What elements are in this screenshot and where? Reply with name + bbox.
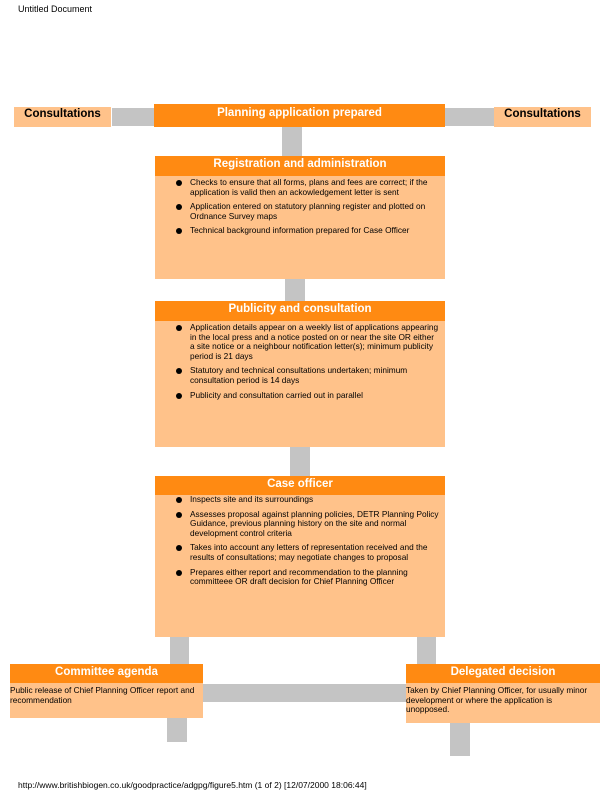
committee-title: Committee agenda [10,664,203,683]
consultations-right-box: Consultations [494,107,591,127]
connector-delegated-bottom [450,723,470,756]
case-officer-body [155,495,445,637]
list-item: Technical background information prepared for Case Officer [155,226,439,236]
committee-body: Public release of Chief Planning Officer report and recommendation [10,683,203,718]
connector-right [445,108,494,126]
list-item: Application entered on statutory planning register and plotted on Ordnance Survey maps [155,202,439,221]
connector-case-left [170,637,189,665]
registration-title: Registration and administration [155,156,445,176]
connector-2 [285,279,305,302]
list-item: Takes into account any letters of representation received and the results of consultations; may negotiate changes to proposal [155,543,439,562]
delegated-body: Taken by Chief Planning Officer, for usually minor development or where the application is unopposed. [406,683,600,723]
publicity-title: Publicity and consultation [155,301,445,321]
list-item: Application details appear on a weekly list of applications appearing in the local press and a notice posted on or near the site OR either a site notice or a neighbour notification letter(s); minimum publicity period is 21 days [155,323,439,361]
connector-1 [282,127,302,156]
connector-committee-bottom [167,718,187,742]
consultations-left-box: Consultations [14,107,111,127]
registration-body [155,176,445,279]
list-item: Prepares either report and recommendation to the planning committeee OR draft decision for Chief Planning Officer [155,568,439,587]
page-title: Untitled Document [18,4,93,14]
footer-url: http://www.britishbiogen.co.uk/goodpractice/adgpg/figure5.htm (1 of 2) [12/07/2000 18:06:44] [18,780,367,790]
connector-case-right [417,637,436,665]
list-item: Publicity and consultation carried out in parallel [155,391,439,401]
list-item: Assesses proposal against planning policies, DETR Planning Policy Guidance, previous planning history on the site and normal development control criteria [155,510,439,539]
list-item: Inspects site and its surroundings [155,495,439,505]
connector-left [112,108,154,126]
connector-3 [290,447,310,476]
delegated-title: Delegated decision [406,664,600,683]
planning-application-box: Planning application prepared [154,104,445,127]
list-item: Checks to ensure that all forms, plans and fees are correct; if the application is valid then an ackowledgement letter is sent [155,178,439,197]
publicity-body [155,321,445,447]
list-item: Statutory and technical consultations undertaken; minimum consultation period is 14 days [155,366,439,385]
connector-horizontal [203,684,407,702]
case-officer-title: Case officer [155,476,445,495]
